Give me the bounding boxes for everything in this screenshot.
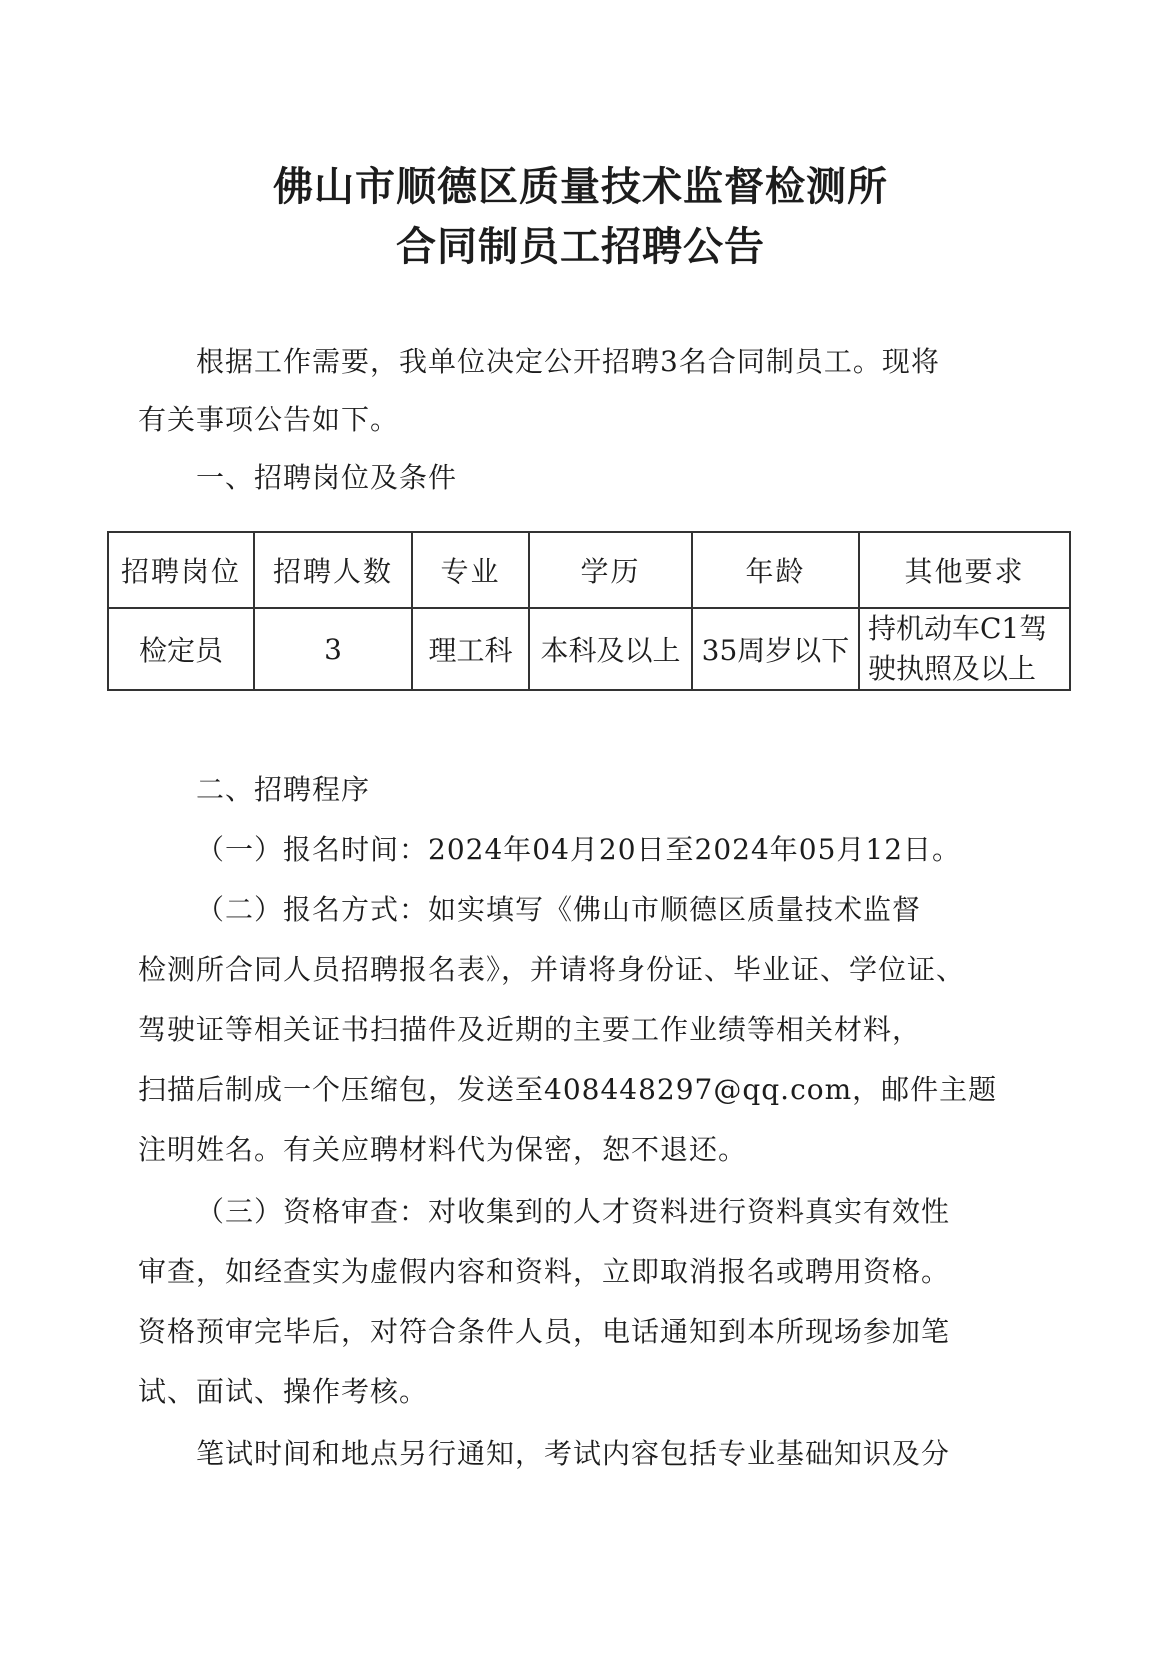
- section1-heading: 一、招聘岗位及条件: [196, 461, 458, 494]
- registration-method-line-3: 驾驶证等相关证书扫描件及近期的主要工作业绩等相关材料，: [138, 1013, 922, 1046]
- cell-count: 3: [254, 608, 412, 690]
- exam-info-line: 笔试时间和地点另行通知，考试内容包括专业基础知识及分: [196, 1437, 951, 1470]
- header-education: 学历: [529, 532, 692, 608]
- table-row: [108, 608, 1070, 690]
- qualification-review-line-1: （三）资格审查：对收集到的人才资料进行资料真实有效性: [196, 1195, 951, 1228]
- cell-major: 理工科: [412, 608, 529, 690]
- registration-method-line-2: 检测所合同人员招聘报名表》，并请将身份证、毕业证、学位证、: [138, 953, 966, 986]
- registration-method-line-4: 扫描后制成一个压缩包，发送至408448297@qq.com，邮件主题: [138, 1073, 998, 1106]
- qualification-review-line-3: 资格预审完毕后，对符合条件人员，电话通知到本所现场参加笔: [138, 1315, 951, 1348]
- registration-method-line-5: 注明姓名。有关应聘材料代为保密，恕不退还。: [138, 1133, 748, 1166]
- header-major: 专业: [412, 532, 529, 608]
- cell-age: 35周岁以下: [692, 608, 859, 690]
- table-header-row: [108, 532, 1070, 608]
- intro-line-2: 有关事项公告如下。: [138, 403, 400, 436]
- requirements-table: [107, 531, 1071, 691]
- header-age: 年龄: [692, 532, 859, 608]
- qualification-review-line-2: 审查，如经查实为虚假内容和资料，立即取消报名或聘用资格。: [138, 1255, 951, 1288]
- qualification-review-line-4: 试、面试、操作考核。: [138, 1375, 429, 1408]
- cell-other-line-1: 持机动车C1驾: [868, 612, 1048, 645]
- intro-line-1: 根据工作需要，我单位决定公开招聘3名合同制员工。现将: [196, 345, 940, 378]
- header-position: 招聘岗位: [108, 532, 254, 608]
- document-title-line-1: 佛山市顺德区质量技术监督检测所: [273, 163, 888, 210]
- header-other: 其他要求: [859, 532, 1070, 608]
- section2-heading: 二、招聘程序: [196, 773, 371, 806]
- cell-other-line-2: 驶执照及以上: [868, 652, 1037, 685]
- cell-position: 检定员: [108, 608, 254, 690]
- cell-education: 本科及以上: [529, 608, 692, 690]
- registration-time: （一）报名时间：2024年04月20日至2024年05月12日。: [196, 833, 962, 866]
- registration-method-line-1: （二）报名方式：如实填写《佛山市顺德区质量技术监督: [196, 893, 922, 926]
- header-count: 招聘人数: [254, 532, 412, 608]
- cell-other: [859, 608, 1070, 690]
- document-title-line-2: 合同制员工招聘公告: [396, 223, 765, 270]
